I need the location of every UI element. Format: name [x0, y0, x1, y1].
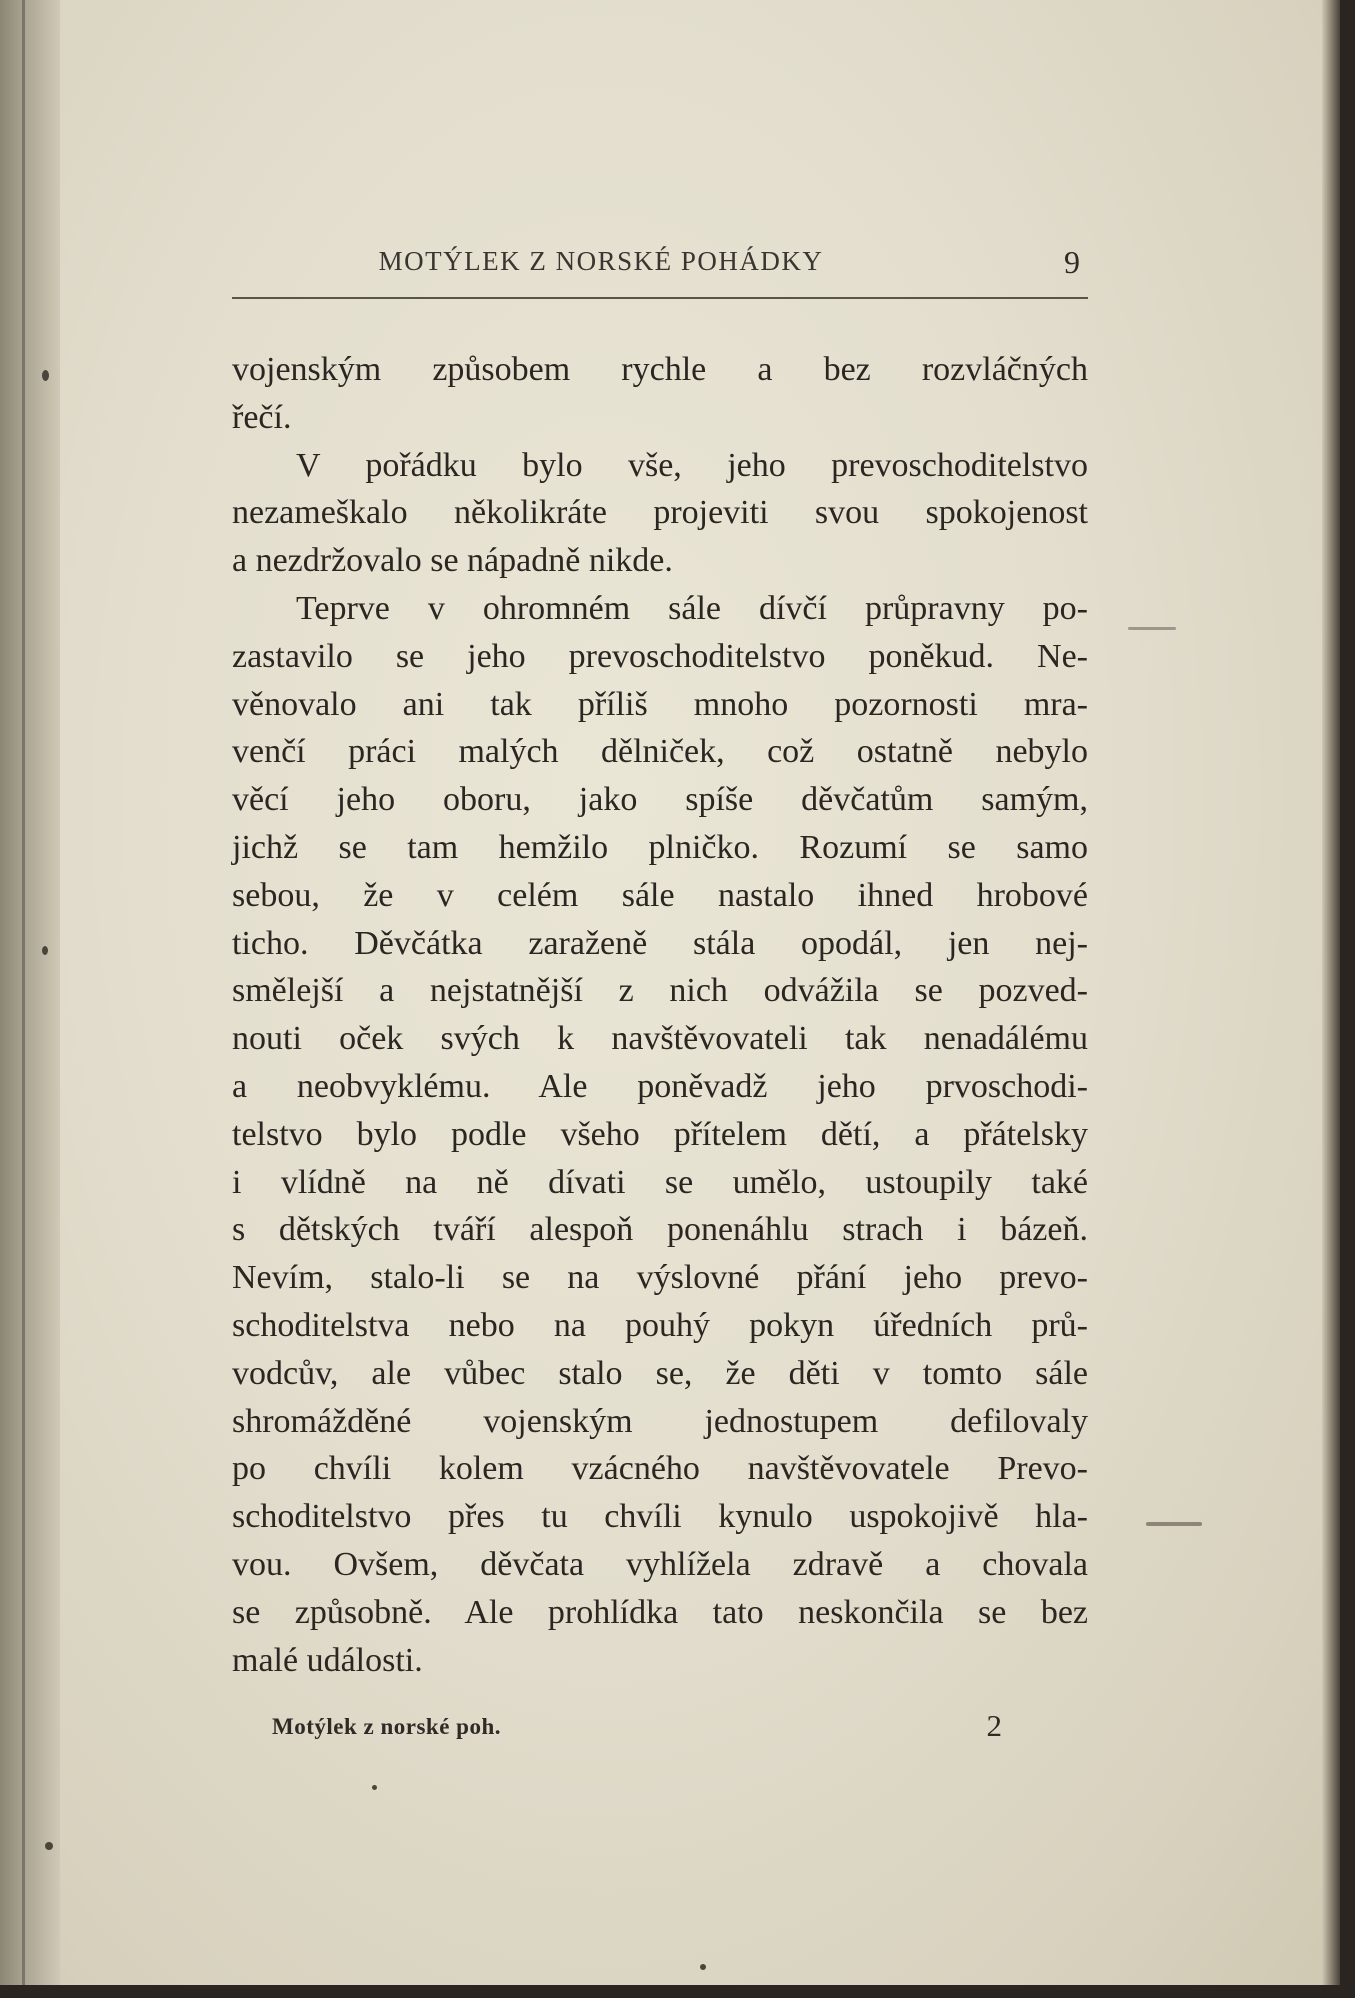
- text-line: se způsobně. Ale prohlídka tato neskončila se bez: [232, 1593, 1088, 1631]
- text-line: ticho. Děvčátka zaraženě stála opodál, jen nej-: [232, 924, 1088, 962]
- text-line: schoditelstva nebo na pouhý pokyn úředních prů-: [232, 1306, 1088, 1344]
- text-line: po chvíli kolem vzácného navštěvovatele Prevo-: [232, 1450, 1088, 1488]
- text-line: V pořádku bylo vše, jeho prevoschoditelstvo: [296, 446, 1088, 484]
- text-line: i vlídně na ně dívati se umělo, ustoupily také: [232, 1163, 1088, 1201]
- page-footer: [272, 1708, 1012, 1758]
- binding-edge: [22, 0, 25, 1985]
- text-line: jichž se tam hemžilo plničko. Rozumí se samo: [232, 828, 1088, 866]
- pencil-mark: [1146, 1522, 1202, 1526]
- text-line: venčí práci malých dělniček, což ostatně nebylo: [232, 733, 1088, 771]
- ink-speck: [42, 946, 48, 955]
- page-edge: [1322, 0, 1340, 1985]
- text-line: schoditelstvo přes tu chvíli kynulo uspokojivě hla-: [232, 1498, 1088, 1536]
- text-line: shromážděné vojenským jednostupem defilovaly: [232, 1402, 1088, 1440]
- header-rule: [232, 297, 1088, 299]
- text-line: malé události.: [232, 1641, 423, 1679]
- signature-mark: Motýlek z norské poh.: [272, 1714, 501, 1739]
- text-line: s dětských tváří alespoň ponenáhlu strach i bázeň.: [232, 1211, 1088, 1249]
- text-line: nouti oček svých k navštěvovateli tak nenadálému: [232, 1020, 1088, 1058]
- text-line: a neobvyklému. Ale poněvadž jeho prvoschodi-: [232, 1067, 1088, 1105]
- running-title: MOTÝLEK Z NORSKÉ POHÁDKY: [378, 246, 824, 276]
- text-line: vou. Ovšem, děvčata vyhlížela zdravě a chovala: [232, 1545, 1088, 1583]
- text-line: vodcův, ale vůbec stalo se, že děti v tomto sále: [232, 1354, 1088, 1392]
- page-binding: [0, 0, 60, 1985]
- text-line: věnovalo ani tak příliš mnoho pozornosti mra-: [232, 685, 1088, 723]
- text-line: smělejší a nejstatnější z nich odvážila se pozved-: [232, 972, 1088, 1010]
- text-line: vojenským způsobem rychle a bez rozvláčných: [232, 351, 1088, 388]
- text-line: věcí jeho oboru, jako spíše děvčatům samým,: [232, 781, 1088, 819]
- sheet-number: 2: [986, 1708, 1002, 1743]
- text-line: telstvo bylo podle všeho přítelem dětí, a přátelsky: [232, 1115, 1088, 1153]
- page-header: [232, 238, 1088, 298]
- ink-speck: [700, 1964, 706, 1970]
- text-line: Nevím, stalo-li se na výslovné přání jeho prevo-: [232, 1259, 1088, 1297]
- ink-speck: [42, 370, 49, 381]
- ink-speck: [45, 1842, 53, 1850]
- page-number: 9: [1064, 244, 1080, 280]
- ink-speck: [372, 1785, 377, 1790]
- text-line: a nezdržovalo se nápadně nikde.: [232, 542, 673, 580]
- text-line: nezameškalo několikráte projeviti svou spokojenost: [232, 494, 1088, 532]
- pencil-mark: [1128, 627, 1176, 630]
- body-text: [232, 346, 1088, 1684]
- text-line: zastavilo se jeho prevoschoditelstvo poněkud. Ne-: [232, 637, 1088, 675]
- text-line: Teprve v ohromném sále dívčí průpravny po-: [296, 589, 1088, 627]
- text-line: sebou, že v celém sále nastalo ihned hrobové: [232, 876, 1088, 914]
- text-line: řečí.: [232, 398, 292, 436]
